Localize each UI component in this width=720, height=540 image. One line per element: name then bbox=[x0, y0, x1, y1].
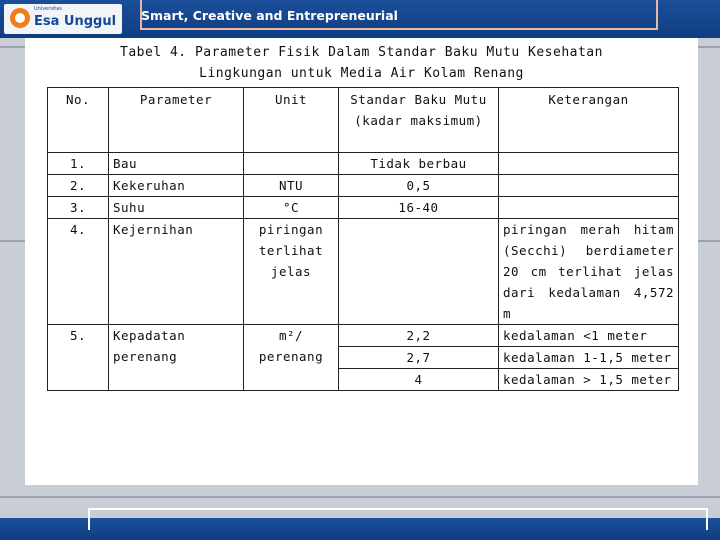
footer-frame bbox=[88, 508, 708, 530]
cell-unit bbox=[244, 153, 339, 175]
water-quality-table bbox=[47, 87, 679, 391]
cell-no: 5. bbox=[48, 325, 109, 391]
cell-parameter: Kekeruhan bbox=[109, 175, 244, 197]
table-row bbox=[48, 153, 679, 175]
cell-keterangan: kedalaman > 1,5 meter bbox=[499, 369, 679, 391]
logo-emblem-icon bbox=[10, 8, 30, 28]
cell-parameter: Kejernihan bbox=[109, 219, 244, 325]
cell-parameter: Bau bbox=[109, 153, 244, 175]
cell-standar: 2,2 bbox=[339, 325, 499, 347]
table-title-line-2: Lingkungan untuk Media Air Kolam Renang bbox=[199, 66, 524, 81]
cell-standar: 16-40 bbox=[339, 197, 499, 219]
cell-standar bbox=[339, 219, 499, 325]
cell-keterangan: piringan merah hitam (Secchi) berdiameter 20 cm terlihat jelas dari kedalaman 4,572 m bbox=[499, 219, 679, 325]
cell-unit: piringan terlihat jelas bbox=[244, 219, 339, 325]
cell-unit: NTU bbox=[244, 175, 339, 197]
logo-text: Esa Unggul bbox=[34, 14, 117, 29]
cell-parameter: Suhu bbox=[109, 197, 244, 219]
tagline: Smart, Creative and Entrepreneurial bbox=[141, 8, 398, 23]
table-row bbox=[48, 325, 679, 347]
table-row bbox=[48, 175, 679, 197]
header-no: No. bbox=[48, 88, 109, 153]
logo-subtext: Universitas bbox=[34, 6, 62, 12]
header-parameter: Parameter bbox=[109, 88, 244, 153]
cell-unit: m²/ perenang bbox=[244, 325, 339, 391]
background-stripe bbox=[0, 496, 720, 498]
cell-no: 1. bbox=[48, 153, 109, 175]
table-row bbox=[48, 197, 679, 219]
cell-keterangan bbox=[499, 175, 679, 197]
cell-keterangan bbox=[499, 197, 679, 219]
cell-standar: 0,5 bbox=[339, 175, 499, 197]
cell-no: 3. bbox=[48, 197, 109, 219]
cell-no: 4. bbox=[48, 219, 109, 325]
header-bar bbox=[0, 0, 720, 38]
table-header-row bbox=[48, 88, 679, 153]
table-row bbox=[48, 219, 679, 325]
cell-no: 2. bbox=[48, 175, 109, 197]
cell-keterangan: kedalaman 1-1,5 meter bbox=[499, 347, 679, 369]
cell-standar: 2,7 bbox=[339, 347, 499, 369]
university-logo bbox=[4, 4, 122, 34]
cell-unit: °C bbox=[244, 197, 339, 219]
header-keterangan: Keterangan bbox=[499, 88, 679, 153]
header-standar: Standar Baku Mutu (kadar maksimum) bbox=[339, 88, 499, 153]
cell-standar: Tidak berbau bbox=[339, 153, 499, 175]
cell-parameter: Kepadatan perenang bbox=[109, 325, 244, 391]
table-title-line-1: Tabel 4. Parameter Fisik Dalam Standar Baku Mutu Kesehatan bbox=[120, 45, 603, 60]
header-unit: Unit bbox=[244, 88, 339, 153]
cell-keterangan bbox=[499, 153, 679, 175]
cell-keterangan: kedalaman <1 meter bbox=[499, 325, 679, 347]
cell-standar: 4 bbox=[339, 369, 499, 391]
